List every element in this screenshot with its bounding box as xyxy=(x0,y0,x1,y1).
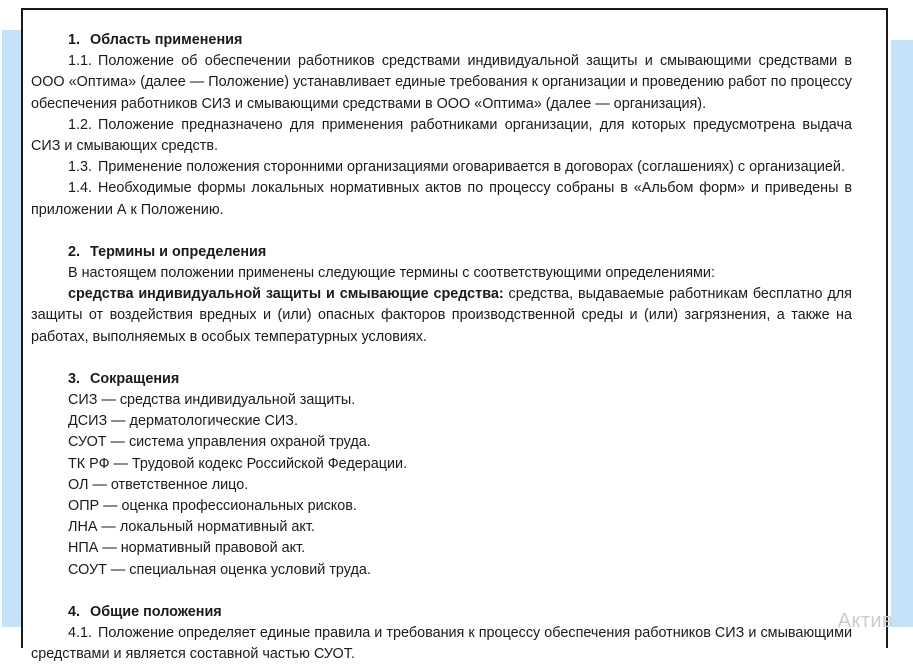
section-1-number: 1. xyxy=(68,32,81,48)
document-body xyxy=(23,10,886,665)
clause-1-4-text: Необходимые формы локальных нормативных актов по процессу собраны в «Альбом форм» и приведены в приложении А к Положению. xyxy=(31,180,852,218)
spacer-after-section-2 xyxy=(31,348,852,369)
term-label: средства индивидуальной защиты и смывающие средства: xyxy=(68,286,504,303)
section-2-title: Термины и определения xyxy=(90,243,267,260)
section-3-title: Сокращения xyxy=(90,370,180,387)
abbreviation-item: ОПР — оценка профессиональных рисков. xyxy=(68,498,357,515)
abbreviation-item: ОЛ — ответственное лицо. xyxy=(68,476,249,493)
clause-1-3-number: 1.3. xyxy=(68,159,93,176)
abbreviation-item: СИЗ — средства индивидуальной защиты. xyxy=(68,392,356,409)
clause-1-1-text: Положение об обеспечении работников средствами индивидуальной защиты и смывающими средствами в ООО «Оптима» (далее — Положение) устанавливает единые требования к организации и проведению работ по процессу обеспечения работников СИЗ и смывающими средствами в ООО «Оптима» (далее — организация). xyxy=(31,53,852,112)
abbreviation-item: ДСИЗ — дерматологические СИЗ. xyxy=(68,413,298,430)
section-4-heading xyxy=(31,602,852,623)
section-4-number: 4. xyxy=(68,603,81,620)
term-text: средства, выдаваемые работникам бесплатно для защиты от воздействия вредных и (или) опасных факторов производственной среды и (или) загрязнения, а также на работах, выполняемых в особых температурных условиях. xyxy=(31,286,852,345)
clause-1-4 xyxy=(31,178,852,220)
document-page xyxy=(21,8,888,663)
abbreviation-item: ЛНА — локальный нормативный акт. xyxy=(68,519,315,536)
clause-1-2-text: Положение предназначено для применения работниками организации, для которых предусмотрена выдача СИЗ и смывающих средств. xyxy=(31,116,852,155)
section-3-number: 3. xyxy=(68,370,81,387)
section-4-title: Общие положения xyxy=(90,603,222,620)
abbreviation-item: СОУТ — специальная оценка условий труда. xyxy=(68,561,371,578)
abbreviation-item: ТК РФ — Трудовой кодекс Российской Федерации. xyxy=(68,455,408,472)
term-definition-ppe xyxy=(31,284,852,348)
spacer-after-section-1 xyxy=(31,221,852,242)
clause-4-1-text: Положение определяет единые правила и требования к процессу обеспечения работников СИЗ и смывающими средствами и является составной частью СУОТ. xyxy=(31,625,852,663)
clause-1-2 xyxy=(31,115,852,157)
abbreviation-item: СУОТ — система управления охраной труда. xyxy=(68,434,371,451)
document-text xyxy=(31,30,852,665)
clause-1-1-number: 1.1. xyxy=(68,53,93,70)
section-2-heading xyxy=(31,242,852,263)
section-2-number: 2. xyxy=(68,243,81,260)
clause-4-1 xyxy=(31,623,852,665)
windows-activation-watermark: Актив xyxy=(837,610,893,632)
abbreviation-item: НПА — нормативный правовой акт. xyxy=(68,540,306,557)
clause-1-3 xyxy=(31,157,852,178)
clause-4-1-number: 4.1. xyxy=(68,625,93,642)
section-1-heading xyxy=(31,30,852,51)
section-1-title: Область применения xyxy=(90,32,243,48)
clause-1-3-text: Применение положения сторонними организациями оговаривается в договорах (соглашениях) с организацией. xyxy=(98,159,845,176)
section-2-intro: В настоящем положении применены следующие термины с соответствующими определениями: xyxy=(68,265,715,282)
clause-1-2-number: 1.2. xyxy=(68,116,93,133)
spacer-after-section-3 xyxy=(31,581,852,602)
clause-1-1 xyxy=(31,51,852,115)
right-highlight-rail xyxy=(891,40,913,627)
left-highlight-rail xyxy=(2,30,21,627)
section-3-heading xyxy=(31,369,852,390)
clause-1-4-number: 1.4. xyxy=(68,180,93,197)
